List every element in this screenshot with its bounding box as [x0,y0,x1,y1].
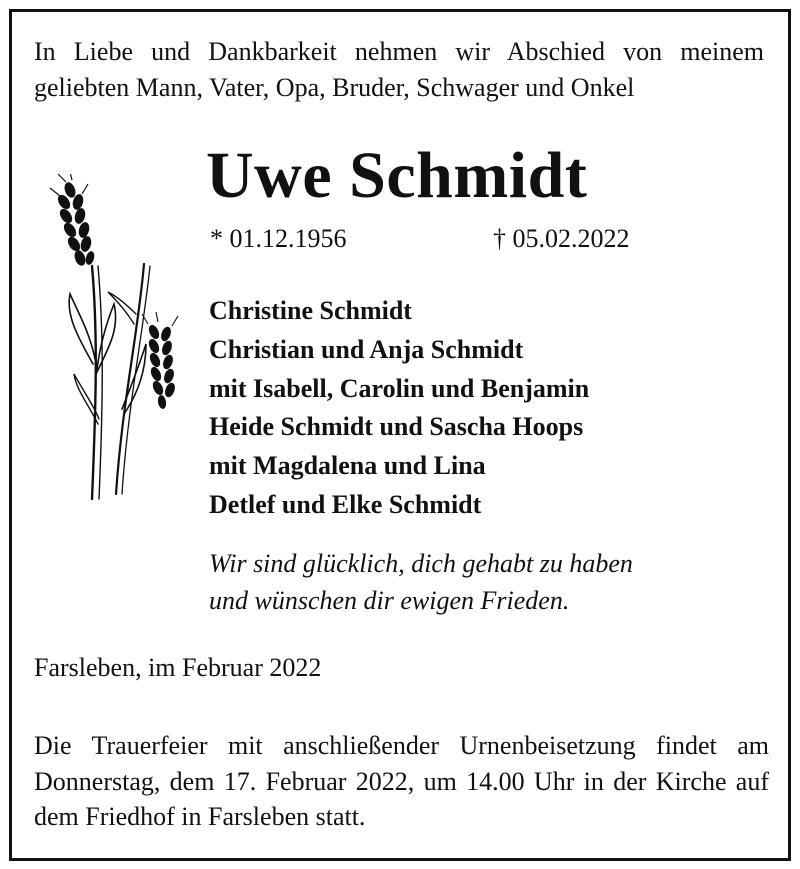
death-date: † 05.02.2022 [493,224,630,253]
deceased-name: Uwe Schmidt [206,139,588,212]
intro-line-1: In Liebe und Dankbarkeit nehmen wir Abschied von [34,37,663,66]
birth-date: * 01.12.1956 [210,224,347,253]
wheat-ears-icon [46,174,186,504]
intro-line-2: meinem geliebten Mann, Vater, Opa, Bruder, Schwager und [34,37,765,102]
quote-line-1: Wir sind glücklich, dich gehabt zu haben [209,549,633,578]
service-details [34,728,769,835]
mourner-line: Detlef und Elke Schmidt [209,489,482,519]
mourner-line: Christine Schmidt [209,296,412,325]
quote-line-2: und wünschen dir ewigen Frieden. [209,585,570,615]
mourner-line: mit Isabell, Carolin und Benjamin [209,373,590,403]
intro-text [34,34,764,105]
service-line-1: Die Trauerfeier mit anschließender Urnenbeisetzung findet [34,731,717,760]
mourner-line: Christian und Anja Schmidt [209,334,524,364]
mourner-line: Heide Schmidt und Sascha Hoops [209,412,584,442]
farewell-quote [209,546,633,619]
place-and-date: Farsleben, im Februar 2022 [34,653,322,682]
service-line-3: Kirche auf dem Friedhof in Farsleben statt. [34,766,770,831]
mourners-list [209,292,589,525]
intro-line-3: Onkel [570,72,635,102]
service-line-2: am Donnerstag, dem 17. Februar 2022, um 14.00 Uhr in der [34,731,769,796]
mourner-line: mit Magdalena und Lina [209,451,486,481]
